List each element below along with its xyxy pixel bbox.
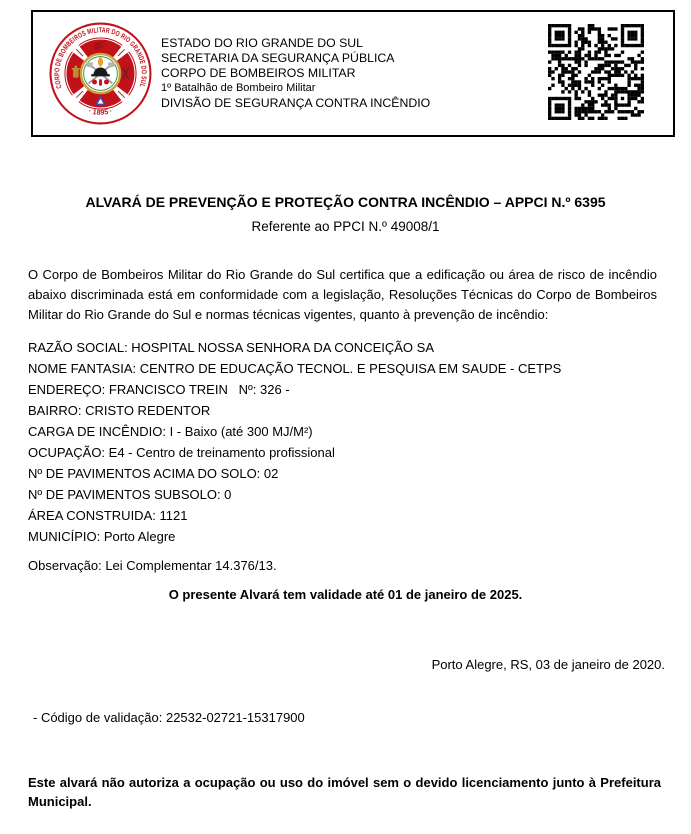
observation-line: Observação: Lei Complementar 14.376/13. [28,558,277,573]
header-line-2: SECRETARIA DA SEGURANÇA PÚBLICA [161,51,395,65]
field-municipio: MUNICÍPIO: Porto Alegre [28,529,176,544]
header-line-4: 1º Batalhão de Bombeiro Militar [161,82,316,94]
cbmrs-crest-icon [49,22,152,125]
header-line-5: DIVISÃO DE SEGURANÇA CONTRA INCÊNDIO [161,96,431,110]
certification-paragraph: O Corpo de Bombeiros Militar do Rio Grande do Sul certifica que a edificação ou área de risco de incêndio abaixo discriminada está em conformidade com a legislação, Resoluções Técnicas do Corpo de Bombeiros Militar do Rio Grande do Sul e normas técnicas vigentes, quanto à prevenção de incêndio: [28,267,657,322]
field-endereco: ENDEREÇO: FRANCISCO TREIN Nº: 326 - [28,382,290,397]
field-pavimentos-subsolo: Nº DE PAVIMENTOS SUBSOLO: 0 [28,487,232,502]
issue-date-line: Porto Alegre, RS, 03 de janeiro de 2020. [431,657,665,672]
crest-ring-text: CORPO DE BOMBEIROS MILITAR DO RIO GRANDE DO SUL [52,25,149,90]
property-fields [28,337,657,547]
field-carga-incendio: CARGA DE INCÊNDIO: I - Baixo (até 300 MJ/M²) [28,424,313,439]
document-title: ALVARÁ DE PREVENÇÃO E PROTEÇÃO CONTRA INCÊNDIO – APPCI N.º 6395 [85,194,606,210]
field-nome-fantasia: NOME FANTASIA: CENTRO DE EDUCAÇÃO TECNOL. E PESQUISA EM SAUDE - CETPS [28,361,562,376]
validity-statement: O presente Alvará tem validade até 01 de janeiro de 2025. [168,587,523,602]
validation-code-line: - Código de validação: 22532-02721-15317900 [33,710,305,725]
document-subtitle: Referente ao PPCI N.º 49008/1 [251,219,440,234]
footer-warning: Este alvará não autoriza a ocupação ou uso do imóvel sem o devido licenciamento junto à Prefeitura Municipal. [28,775,661,809]
header-line-1: ESTADO DO RIO GRANDE DO SUL [161,36,364,50]
crest-ring-year: · 1895 · [87,106,114,117]
qr-code [548,24,644,120]
field-bairro: BAIRRO: CRISTO REDENTOR [28,403,211,418]
field-razao-social: RAZÃO SOCIAL: HOSPITAL NOSSA SENHORA DA CONCEIÇÃO SA [28,340,434,355]
field-area-construida: ÁREA CONSTRUIDA: 1121 [28,508,188,523]
header-line-3: CORPO DE BOMBEIROS MILITAR [161,66,356,80]
document-page [0,10,691,811]
field-pavimentos-acima: Nº DE PAVIMENTOS ACIMA DO SOLO: 02 [28,466,279,481]
document-header [31,10,675,137]
field-ocupacao: OCUPAÇÃO: E4 - Centro de treinamento profissional [28,445,335,460]
